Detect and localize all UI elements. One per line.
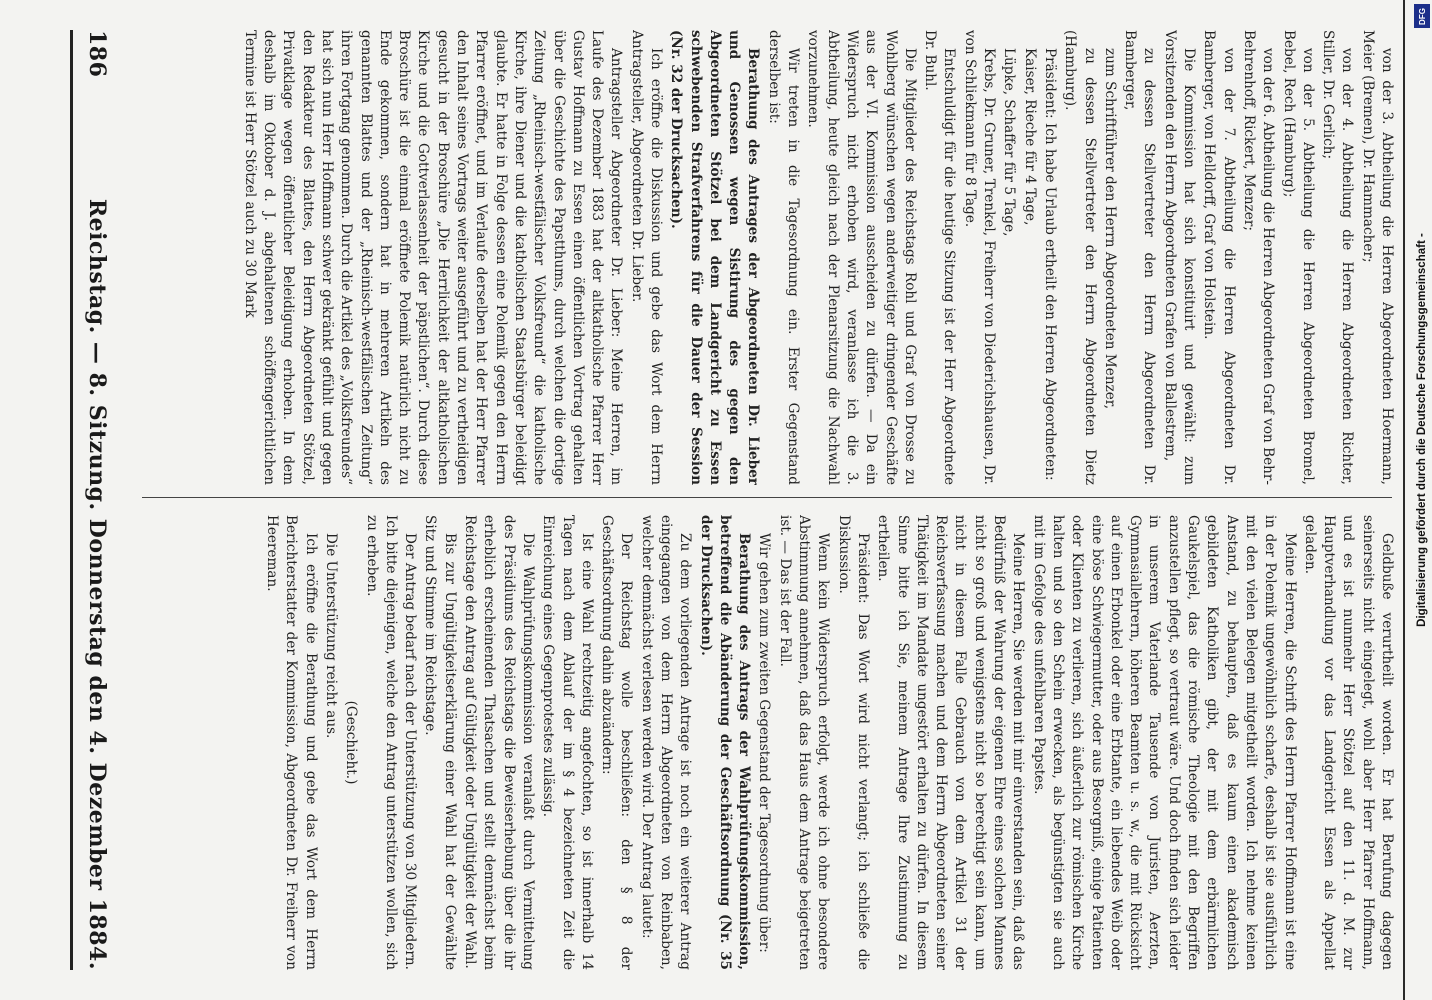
paragraph: von der 4. Abtheilung die Herren Abgeordneten Richter, Stiller, Dr. Gerlich; — [1320, 30, 1356, 485]
paragraph: Antragsteller Abgeordneter Dr. Lieber: Meine Herren, im Laufe des Dezember 1883 hat der altkatholische Pfarrer Herr Gustav Hoffmann zu Essen einen öffentlichen Vortrag gehalten über die Geschichte des Papstthums, durch welchen die dortige Zeitung „Rheinisch-westfälischer Volksfreund“ die katholische Kirche, ihre Diener und die katholischen Staatsbürger beleidigt glaubte. Er hatte in Folge dessen eine Polemik gegen den Herrn Pfarrer eröffnet, und im Verlaufe derselben hat der Herr Pfarrer den Inhalt seines Vortrags weiter ausgeführt und zu vertheidigen gesucht in der Broschüre „Die Herrlichkeit der altkatholischen Kirche und die Gottverlassenheit der päpstlichen“. Durch diese Broschüre ist die einmal eröffnete Polemik natürlich nicht zu Ende gekommen, sondern hat in mehreren Artikeln des genannten Blattes und der „Rheinisch-westfälischen Zeitung“ ihren Fortgang genommen. Durch die Artikel des „Volksfreundes“ hat sich nun Herr Hoffmann schwer gekränkt gefühlt und gegen den Redakteur des Blattes, den Herrn Abgeordneten Stötzel, Privatklage wegen öffentlicher Beleidigung erhoben. In dem deshalb im Oktober d. J. abgehaltenen schöffengerichtlichen Termine ist Herr Stötzel auch zu 30 Mark — [241, 30, 625, 485]
digitization-note — [1413, 30, 1431, 830]
paragraph: von der 5. Abtheilung die Herren Abgeordneten Bromel, Bebel, Rech (Hamburg); — [1280, 30, 1316, 485]
paragraph: Entschuldigt für die heutige Sitzung ist der Herr Abgeordnete Dr. Buhl. — [922, 30, 958, 485]
paragraph: Wir treten in die Tagesordnung ein. Erster Gegenstand derselben ist: — [765, 30, 802, 485]
paragraph: Die Unterstützung reicht aus. — [322, 533, 339, 739]
column-divider — [142, 497, 1392, 498]
rotated-page-content — [22, 0, 1432, 1000]
right-column — [136, 515, 1396, 970]
paragraph: von der 6. Abtheilung die Herren Abgeordneten Graf von Behr-Behrenhoff, Rickert, Menzer; — [1240, 30, 1277, 485]
paragraph: Bis zur Ungültigkeitserklärung einer Wahl hat der Gewählte Sitz und Stimme im Reichstage. — [422, 515, 458, 970]
paragraph: Ich eröffne die Diskussion und gebe das Wort dem Herrn Antragsteller, Abgeordneten Dr. Lieber. — [628, 30, 665, 485]
paragraph: Präsident: Das Wort wird nicht verlangt; ich schließe die Diskussion. — [835, 515, 871, 970]
paragraph: Zu dem vorliegenden Antrage ist noch ein weiterer Antrag eingegangen von dem Herrn Abgeordneten von Reinbaben, welcher demnächst verlesen werden wird. Der Antrag lautet: — [638, 515, 694, 970]
paragraph: Lüpke, Schaffer für 5 Tage, — [1001, 48, 1018, 237]
paragraph: Krebs, Dr. Gruner, Trenkel, Freiherr von Diederichshausen, Dr. von Schliekmann für 8 Tage. — [961, 30, 998, 485]
digitization-note-text: Digitalisierung gefördert durch die Deutsche Forschungsgemeinschaft - — [1416, 233, 1428, 627]
paragraph: Präsident: Ich habe Urlaub ertheilt den Herren Abgeordneten: — [1041, 48, 1058, 481]
paragraph: Der Reichstag wolle beschließen: den § 8 der Geschäftsordnung dahin abzuändern: — [599, 515, 635, 970]
dfg-logo: DFG — [1414, 4, 1430, 28]
paragraph: Geldbuße verurtheilt worden. Er hat Berufung dagegen seinerseits nicht eingelegt, wohl aber Herr Pfarrer Hoffmann, und es ist nunmehr Herr Stötzel auf den 11. d. M. zur Hauptverhandlung vor das Landgericht Essen als Appellat geladen. — [1301, 515, 1395, 970]
page-number: 186 — [84, 30, 110, 78]
page-header — [74, 30, 120, 970]
left-column — [136, 30, 1396, 485]
paragraph: Kaiser, Rieche für 4 Tage, — [1021, 48, 1038, 226]
paragraph: von der 7. Abtheilung die Herren Abgeordneten Dr. Bamberger, von Helldorff, Graf von Holstein. — [1201, 30, 1237, 485]
paragraph: Meine Herren, Sie werden mit mir einverstanden sein, daß das Bedürfniß der Wahrung der eigenen Ehre eines solchen Mannes nicht so groß und wenigstens nicht so berechtigt sein kann, um nicht in diesem Falle Gebrauch von dem Artikel 31 der Reichsverfassung machen und dem Herrn Abgeordneten seiner Thätigkeit im Mandate ungestört erhalten zu dürfen. In diesem Sinne bitte ich Sie, meinem Antrage Ihre Zustimmung zu ertheilen. — [875, 515, 1027, 970]
paragraph: von der 3. Abtheilung die Herren Abgeordneten Hoermann, Meier (Bremen), Dr. Hammacher; — [1359, 30, 1395, 485]
paragraph: Wenn kein Widerspruch erfolgt, werde ich ohne besondere Abstimmung annehmen, daß das Haus dem Antrage beigetreten ist. — Das ist der Fall. — [776, 515, 832, 970]
page-title: Reichstag. — 8. Sitzung. Donnerstag den 4. Dezember 1884. — [84, 198, 110, 970]
paragraph: Wir gehen zum zweiten Gegenstand der Tagesordnung über: — [756, 533, 773, 953]
section-heading: Berathung des Antrages der Abgeordneten Dr. Lieber und Genossen wegen Sistirung des gegen den Abgeordneten Stötzel bei dem Landgericht zu Essen schwebenden Strafverfahrens für die Dauer der Session (Nr. 32 der Drucksachen). — [668, 30, 762, 485]
paragraph: Ist eine Wahl rechtzeitig angefochten, so ist innerhalb 14 Tagen nach dem Ablauf der im § 4 bezeichneten Zeit die Einreichung eines Gegenprotestes zulässig. — [540, 515, 595, 970]
paragraph: Die Kommission hat sich konstituirt und gewählt: zum Vorsitzenden den Herrn Abgeordneten Grafen von Ballestrem, — [1161, 30, 1198, 485]
scan-edge — [1403, 0, 1405, 1000]
paragraph: Ich eröffne die Berathung und gebe das Wort dem Herrn Berichterstatter der Kommission, Abgeordneten Dr. Freiherr von Heereman. — [264, 515, 319, 970]
paragraph: Der Antrag bedarf nach der Unterstützung von 30 Mitgliedern. Ich bitte diejenigen, welche den Antrag unterstützen wollen, sich zu erheben. — [363, 515, 419, 970]
paragraph: (Geschieht.) — [343, 700, 360, 785]
paragraph: Meine Herren, die Schrift des Herrn Pfarrer Hoffmann ist eine in der Polemik ungewöhnlich scharfe, deshalb ist sie ausführlich mit den vielen Belegen mitgetheilt worden. Ich nehme keinen Anstand, zu behaupten, daß es kaum einen akademisch gebildeten Katholiken gibt, der mit dem erbärmlichen Gaukelspiel, das die römische Theologie mit den Begriffen anzustellen pflegt, so vertraut wäre. Und doch finden sich leider in unserem Vaterlande Tausende von Juristen, Aerzten, Gymnasiallehrern, höheren Beamten u. s. w., die mit Rücksicht auf einen Erbonkel oder eine Erbtante, ein liebendes Weib oder eine böse Schwiegermutter, oder aus Besorgniß, einige Patienten oder Klienten zu verlieren, sich äußerlich zur römischen Kirche halten und so den Schein erwecken, als begünstigten sie auch mit im Gefolge des unfehlbaren Papstes. — [1030, 515, 1298, 970]
paragraph: zu dessen Stellvertreter den Herrn Abgeordneten Dr. Bamberger, — [1122, 30, 1158, 485]
header-rule — [70, 30, 73, 970]
paragraph: zum Schriftführer den Herrn Abgeordneten Menzer, — [1101, 48, 1118, 410]
paragraph: Die Mitglieder des Reichstags Rohl und Graf von Drosse zu Wohlberg wünschen wegen anderweitiger dringender Geschäfte aus der VI. Kommission ausscheiden zu dürfen. — Da ein Widerspruch nicht erhoben wird, veranlasse ich die 3. Abtheilung, heute gleich nach der Plenarsitzung die Nachwahl vorzunehmen. — [805, 30, 918, 485]
section-heading: Berathung des Antrags der Wahlprüfungskommission, betreffend die Abänderung der Geschäftsordnung (Nr. 35 der Drucksachen). — [697, 515, 753, 970]
paragraph: Die Wahlprüfungskommission veranlaßt durch Vermittelung des Präsidiums des Reichstags die Beweiserhebung über die ihr erheblich erscheinenden Thatsachen und stellt demnächst beim Reichstage den Antrag auf Gültigkeit oder Ungültigkeit der Wahl. — [462, 515, 536, 970]
paragraph: zu dessen Stellvertreter den Herrn Abgeordneten Dietz (Hamburg). — [1062, 30, 1098, 485]
